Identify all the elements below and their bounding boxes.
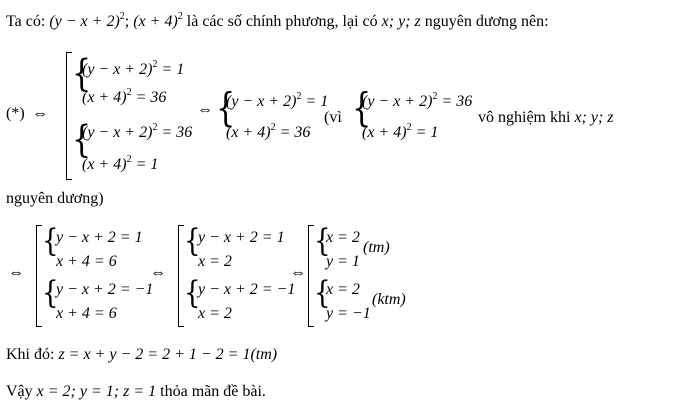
result-tm: (tm) bbox=[250, 346, 278, 363]
intro-sep: ; bbox=[124, 13, 130, 30]
iff-symbol: ⇔ bbox=[150, 264, 166, 281]
no-solution-text: vô nghiệm khi x; y; z bbox=[478, 109, 614, 126]
iff-symbol: ⇔ bbox=[290, 264, 306, 281]
eq-r2: $(x + 4)^2 = 36$ bbox=[226, 122, 311, 141]
eq-c3: x = 2 bbox=[326, 281, 360, 298]
conclusion-line bbox=[6, 384, 266, 400]
eq-b2: x = 2 bbox=[198, 253, 232, 270]
reason-open: (vì bbox=[324, 109, 342, 126]
tm-label: (tm) bbox=[363, 239, 390, 256]
brace-left: { bbox=[184, 275, 201, 312]
conclusion-prefix: Vậy bbox=[6, 383, 33, 400]
continuation-line: nguyên dương) bbox=[6, 190, 104, 207]
result-expr: z = x + y − 2 = 2 + 1 − 2 = 1 bbox=[58, 346, 251, 363]
eq-b4: x = 2 bbox=[198, 305, 232, 322]
eq-b1: y − x + 2 = 1 bbox=[198, 229, 285, 246]
intro-text: là các số chính phương, lại có bbox=[186, 13, 378, 30]
eq-a3: y − x + 2 = −1 bbox=[56, 281, 154, 298]
star-label: (*) bbox=[6, 105, 25, 122]
conclusion-suffix: thỏa mãn đề bài. bbox=[160, 383, 266, 400]
eq-v1: $(y - x + 2)^2 = 36$ bbox=[362, 91, 473, 110]
eq-c4: y = −1 bbox=[326, 305, 371, 322]
eq-s2b: $(x + 4)^2 = 1$ bbox=[82, 154, 159, 173]
intro-vars: x; y; z bbox=[381, 13, 421, 30]
iff-symbol: ⇔ bbox=[32, 105, 48, 122]
brace-left: { bbox=[42, 275, 59, 312]
intro-suffix: nguyên dương nên: bbox=[424, 13, 549, 30]
intro-line bbox=[6, 11, 549, 30]
ktm-label: (ktm) bbox=[372, 291, 406, 308]
brace-left: { bbox=[216, 86, 236, 132]
eq-a4: x + 4 = 6 bbox=[56, 305, 117, 322]
brace-left: { bbox=[72, 52, 92, 96]
brace-left: { bbox=[314, 275, 331, 312]
eq-a2: x + 4 = 6 bbox=[56, 253, 117, 270]
result-prefix: Khi đó: bbox=[6, 346, 55, 363]
eq-r1: $(y - x + 2)^2 = 1$ bbox=[226, 91, 329, 110]
iff-symbol: ⇔ bbox=[8, 264, 24, 281]
eq-s1a: $(y - x + 2)^2 = 1$ bbox=[82, 59, 185, 78]
eq-a1: y − x + 2 = 1 bbox=[56, 229, 143, 246]
eq-v2: $(x + 4)^2 = 1$ bbox=[362, 122, 439, 141]
eq-s1b: $(x + 4)^2 = 36$ bbox=[82, 87, 167, 106]
brace-left: { bbox=[314, 223, 331, 260]
eq-c2: y = 1 bbox=[326, 253, 360, 270]
eq-s2a: $(y - x + 2)^2 = 36$ bbox=[82, 122, 193, 141]
intro-expr2: $(x + 4)^2$ bbox=[133, 11, 183, 30]
eq-c1: x = 2 bbox=[326, 229, 360, 246]
brace-left: { bbox=[42, 223, 59, 260]
brace-left: { bbox=[352, 86, 372, 132]
intro-prefix: Ta có: bbox=[6, 13, 46, 30]
intro-expr1: $(y - x + 2)^2$ bbox=[49, 11, 125, 30]
iff-symbol: ⇔ bbox=[197, 101, 213, 118]
conclusion-expr: x = 2; y = 1; z = 1 bbox=[36, 383, 157, 400]
brace-left: { bbox=[72, 118, 92, 162]
eq-b3: y − x + 2 = −1 bbox=[198, 281, 296, 298]
result-line bbox=[6, 347, 277, 363]
brace-left: { bbox=[184, 223, 201, 260]
